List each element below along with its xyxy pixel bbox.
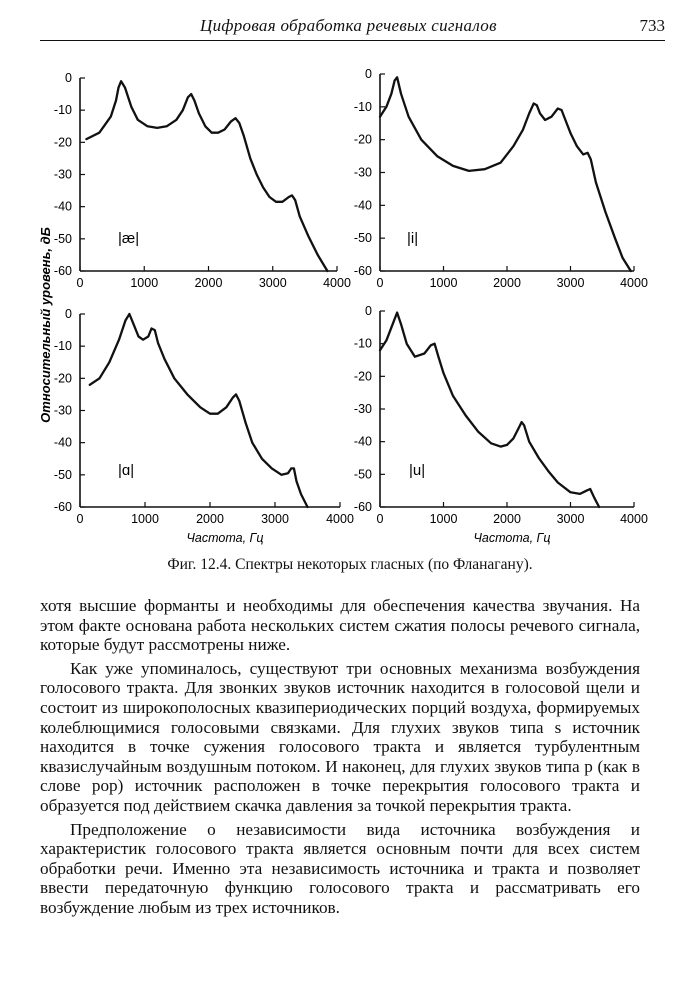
- y-tick-label: -60: [53, 500, 72, 514]
- y-tick-label: -60: [353, 500, 372, 514]
- y-tick-label: -20: [53, 135, 72, 150]
- vowel-label: |æ|: [118, 230, 140, 247]
- y-tick-label: -30: [53, 167, 72, 182]
- x-tick-label: 2000: [493, 276, 521, 290]
- page-number: 733: [639, 16, 665, 35]
- x-tick-label: 3000: [556, 512, 585, 526]
- y-tick-label: -10: [53, 339, 72, 354]
- y-tick-label: -50: [53, 467, 72, 482]
- y-axis-label: Относительный уровень, дБ: [38, 227, 53, 423]
- y-tick-label: -40: [53, 435, 72, 450]
- vowel-label: |i|: [407, 230, 419, 247]
- y-tick-label: -50: [53, 231, 72, 246]
- y-tick-label: -10: [353, 99, 372, 114]
- page-header: [40, 14, 665, 41]
- panel-i: [354, 67, 648, 290]
- y-tick-label: -40: [53, 199, 72, 214]
- x-tick-label: 1000: [131, 512, 159, 526]
- y-tick-label: -60: [53, 264, 72, 278]
- y-tick-label: 0: [365, 67, 372, 81]
- y-tick-label: -30: [353, 165, 372, 180]
- x-tick-label: 0: [376, 512, 384, 526]
- y-tick-label: -30: [353, 402, 372, 416]
- x-tick-label: 2000: [194, 276, 223, 290]
- x-tick-label: 1000: [130, 276, 159, 290]
- panel-u: [354, 304, 648, 526]
- y-tick-label: -20: [353, 369, 372, 384]
- x-tick-label: 0: [76, 512, 84, 526]
- x-tick-label: 4000: [620, 512, 648, 526]
- panel-ae: [54, 71, 351, 290]
- y-tick-label: 0: [65, 307, 72, 321]
- vowel-label: |u|: [409, 462, 426, 479]
- x-tick-label: 0: [376, 276, 384, 290]
- y-tick-label: 0: [365, 304, 372, 318]
- y-tick-label: -20: [53, 371, 72, 386]
- y-tick-label: -10: [53, 103, 72, 118]
- figure-caption: Фиг. 12.4. Спектры некоторых гласных (по Фланагану).: [167, 556, 533, 573]
- body-text: [40, 596, 640, 918]
- paragraph-2: Как уже упоминалось, существуют три основных механизма возбуждения голосового тракта. Для звонких звуков источник находится в голосовой щели и состоит из широкополосных квазипериодических порций воздуха, формируемых колеблющимися голосовыми связками. Для глухих звуков типа s источник находится в точке сужения голосового тракта и является турбулентным квазислучайным воздушным потоком. И наконец, для глухих звуков типа p (как в слове pop) источник расположен в точке перекрытия голосового тракта и образуется под действием скачка давления за точкой перекрытия тракта.: [40, 658, 640, 815]
- y-tick-label: -40: [353, 198, 372, 213]
- y-tick-label: -50: [353, 467, 372, 482]
- x-tick-label: 3000: [261, 512, 289, 526]
- running-title: Цифровая обработка речевых сигналов: [200, 16, 497, 35]
- paragraph-3: Предположение о независимости вида источника возбуждения и характеристик голосового тракта является основным почти для всех систем обработки речи. Именно эта независимость источника и тракта и позволяет ввести передаточную функцию голосового тракта и рассматривать его возбуждение любым из трех источников.: [40, 819, 640, 917]
- x-tick-label: 2000: [196, 512, 224, 526]
- x-tick-label: 3000: [258, 276, 287, 290]
- x-tick-label: 4000: [620, 276, 648, 290]
- x-tick-label: 0: [76, 276, 84, 290]
- vowel-spectra-figure: [0, 40, 700, 550]
- x-tick-label: 4000: [323, 276, 351, 290]
- x-axis-label-left: Частота, Гц: [186, 531, 264, 545]
- y-tick-label: -10: [353, 336, 372, 351]
- y-tick-label: -20: [353, 132, 372, 147]
- y-tick-label: 0: [65, 71, 72, 85]
- x-tick-label: 2000: [493, 512, 521, 526]
- vowel-label: |ɑ|: [118, 462, 135, 479]
- x-tick-label: 3000: [556, 276, 585, 290]
- y-tick-label: -50: [353, 231, 372, 246]
- x-tick-label: 1000: [429, 512, 458, 526]
- x-axis-label-right: Частота, Гц: [473, 531, 551, 545]
- x-tick-label: 1000: [429, 276, 458, 290]
- panel-a: [54, 307, 354, 526]
- y-tick-label: -60: [353, 264, 372, 278]
- y-tick-label: -30: [53, 403, 72, 418]
- x-tick-label: 4000: [326, 512, 354, 526]
- y-tick-label: -40: [353, 434, 372, 449]
- paragraph-1: хотя высшие форманты и необходимы для обеспечения качества звучания. На этом факте основана работа нескольких систем сжатия полосы речевого сигнала, которые будут рассмотрены ниже.: [40, 596, 640, 655]
